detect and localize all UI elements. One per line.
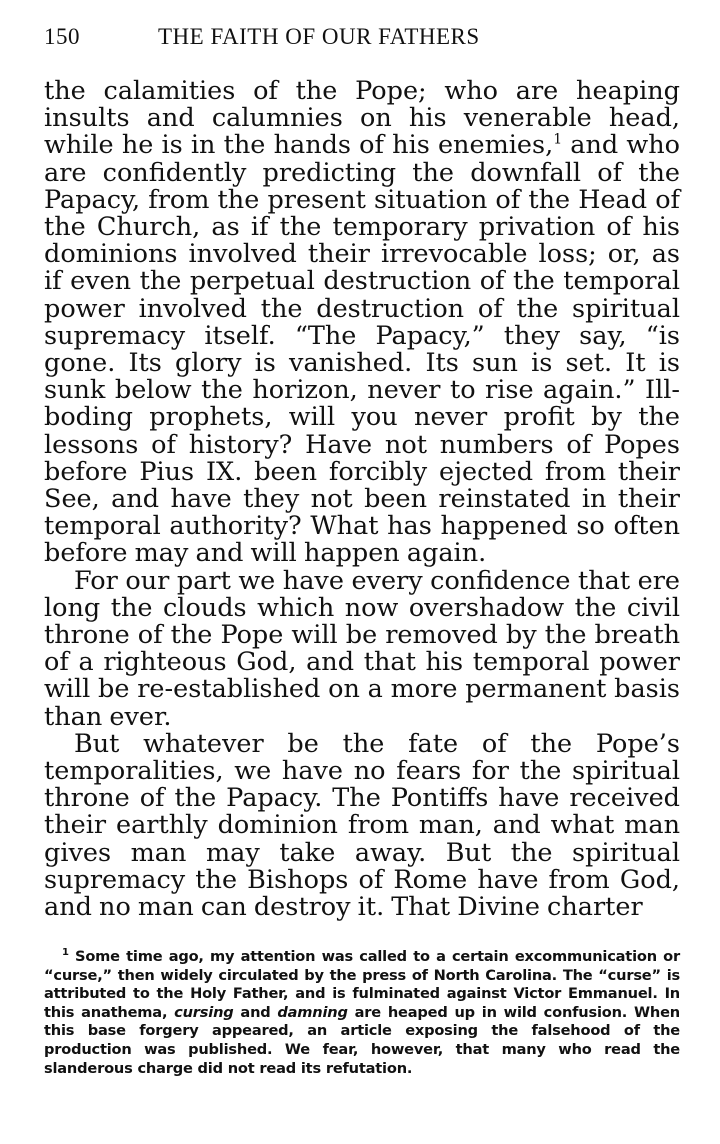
paragraph-3: But whatever be the fate of the Pope’s temporalities, we have no fears for the spiritual throne of the Papacy. The Pontiffs have received their earthly dominion from man, and what man gives man may take away. But the spiritual supremacy the Bishops of Rome have from God, and no man can destroy it. That Divine charter bbox=[44, 728, 680, 923]
footnote-emphasis-damning: damning bbox=[277, 1003, 348, 1021]
footnote-reference: 1 bbox=[553, 131, 563, 148]
footnote-text-c: are heaped up in wild confusion. When this base forgery appeared, an article exposing the falsehood of the production was published. We fear, however, that many who read the slanderous charge did not read its refutation. bbox=[44, 1003, 680, 1077]
footnote-text-b: and bbox=[233, 1003, 278, 1021]
footnote-1 bbox=[44, 948, 680, 1078]
body-text bbox=[44, 78, 680, 921]
paragraph-1 bbox=[44, 78, 680, 568]
footnote-text-a: Some time ago, my attention was called to a certain excommunication or “curse,” then widely circulated by the press of North Carolina. The “curse” is attributed to the Holy Father, and is fulminated against Victor Emmanuel. In this anathema, bbox=[44, 948, 680, 1021]
footnote-section bbox=[44, 948, 680, 1078]
paragraph-1-part-1: the calamities of the Pope; who are heaping insults and calumnies on his venerable head, while he is in the hands of his enemies, bbox=[44, 76, 680, 161]
footnote-mark: 1 bbox=[62, 947, 69, 959]
running-head bbox=[44, 22, 678, 52]
paragraph-1-part-2: and who are confidently predicting the downfall of the Papacy, from the present situation of the Head of the Church, as if the temporary privation of his dominions involved their irrevocable loss; or, as if even the perpetual destruction of the temporal power involved the destruction of the spiritual supremacy itself. “The Papacy,” they say, “is gone. Its glory is vanished. Its sun is set. It is sunk below the horizon, never to rise again.” Ill-boding prophets, will you never profit by the lessons of history? Have not numbers of Popes before Pius IX. been forcibly ejected from their See, and have they not been reinstated in their temporal authority? What has happened so often before may and will happen again. bbox=[44, 130, 681, 569]
page-number: 150 bbox=[44, 24, 80, 49]
running-title: THE FAITH OF OUR FATHERS bbox=[158, 24, 480, 49]
footnote-emphasis-cursing: cursing bbox=[174, 1003, 234, 1021]
paragraph-2: For our part we have every confidence that ere long the clouds which now overshadow the civil throne of the Pope will be removed by the breath of a righteous God, and that his temporal power will be re-established on a more permanent basis than ever. bbox=[44, 565, 680, 732]
